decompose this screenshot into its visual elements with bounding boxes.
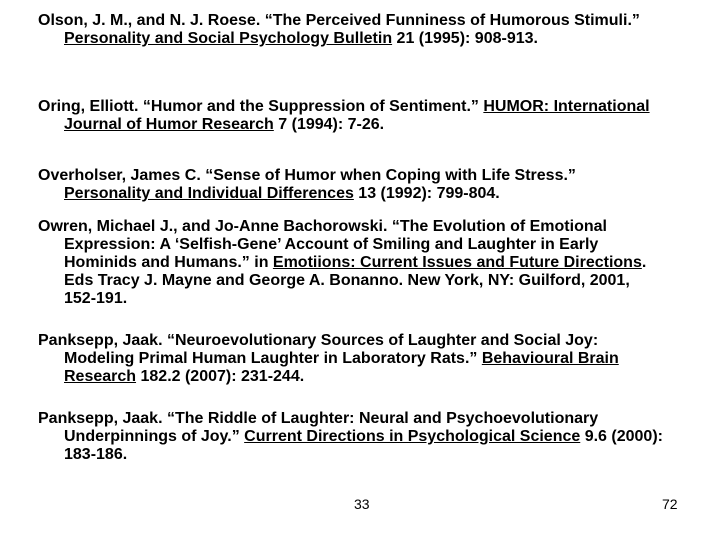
entry-citation: 13 (1992): 799-804. bbox=[353, 185, 500, 202]
journal-title: HUMOR: International Journal of Humor Research bbox=[64, 98, 650, 133]
entry-citation: 9.6 (2000): 183-186. bbox=[64, 428, 663, 463]
journal-title: Current Directions in Psychological Science bbox=[244, 428, 581, 445]
bibliography-entry bbox=[38, 167, 664, 203]
entry-citation: . Eds Tracy J. Mayne and George A. Bonanno. New York, NY: Guilford, 2001, 152-191. bbox=[64, 254, 647, 307]
book-title: Emotiions: Current Issues and Future Directions bbox=[272, 254, 642, 271]
slide-number: 72 bbox=[662, 496, 678, 512]
journal-title: Personality and Social Psychology Bulletin bbox=[64, 30, 393, 47]
entry-text: Owren, Michael J., and Jo-Anne Bachorowski. “The Evolution of Emotional Expression: A ‘Selfish-Gene’ Account of Smiling and Laughter in Early Hominids and Humans.” in bbox=[38, 218, 607, 271]
entry-text: Olson, J. M., and N. J. Roese. “The Perceived Funniness of Humorous Stimuli.” bbox=[38, 12, 640, 29]
entry-citation: 7 (1994): 7-26. bbox=[273, 116, 385, 133]
page-number: 33 bbox=[354, 496, 370, 512]
journal-title: Behavioural Brain Research bbox=[64, 350, 619, 385]
entry-text: Oring, Elliott. “Humor and the Suppression of Sentiment.” bbox=[38, 98, 484, 115]
bibliography-entry bbox=[38, 12, 664, 48]
journal-title: Personality and Individual Differences bbox=[64, 185, 354, 202]
entry-citation: 182.2 (2007): 231-244. bbox=[136, 368, 305, 385]
bibliography-entry bbox=[38, 410, 664, 464]
entry-text: Panksepp, Jaak. “Neuroevolutionary Sources of Laughter and Social Joy: Modeling Primal Human Laughter in Laboratory Rats.” bbox=[38, 332, 599, 367]
bibliography-entry bbox=[38, 332, 664, 386]
entry-text: Panksepp, Jaak. “The Riddle of Laughter: Neural and Psychoevolutionary Underpinnings of Joy.” bbox=[38, 410, 599, 445]
bibliography-entry bbox=[38, 218, 664, 308]
bibliography-entry bbox=[38, 98, 664, 134]
entry-text: Overholser, James C. “Sense of Humor when Coping with Life Stress.” bbox=[38, 167, 576, 184]
entry-citation: 21 (1995): 908-913. bbox=[392, 30, 538, 47]
